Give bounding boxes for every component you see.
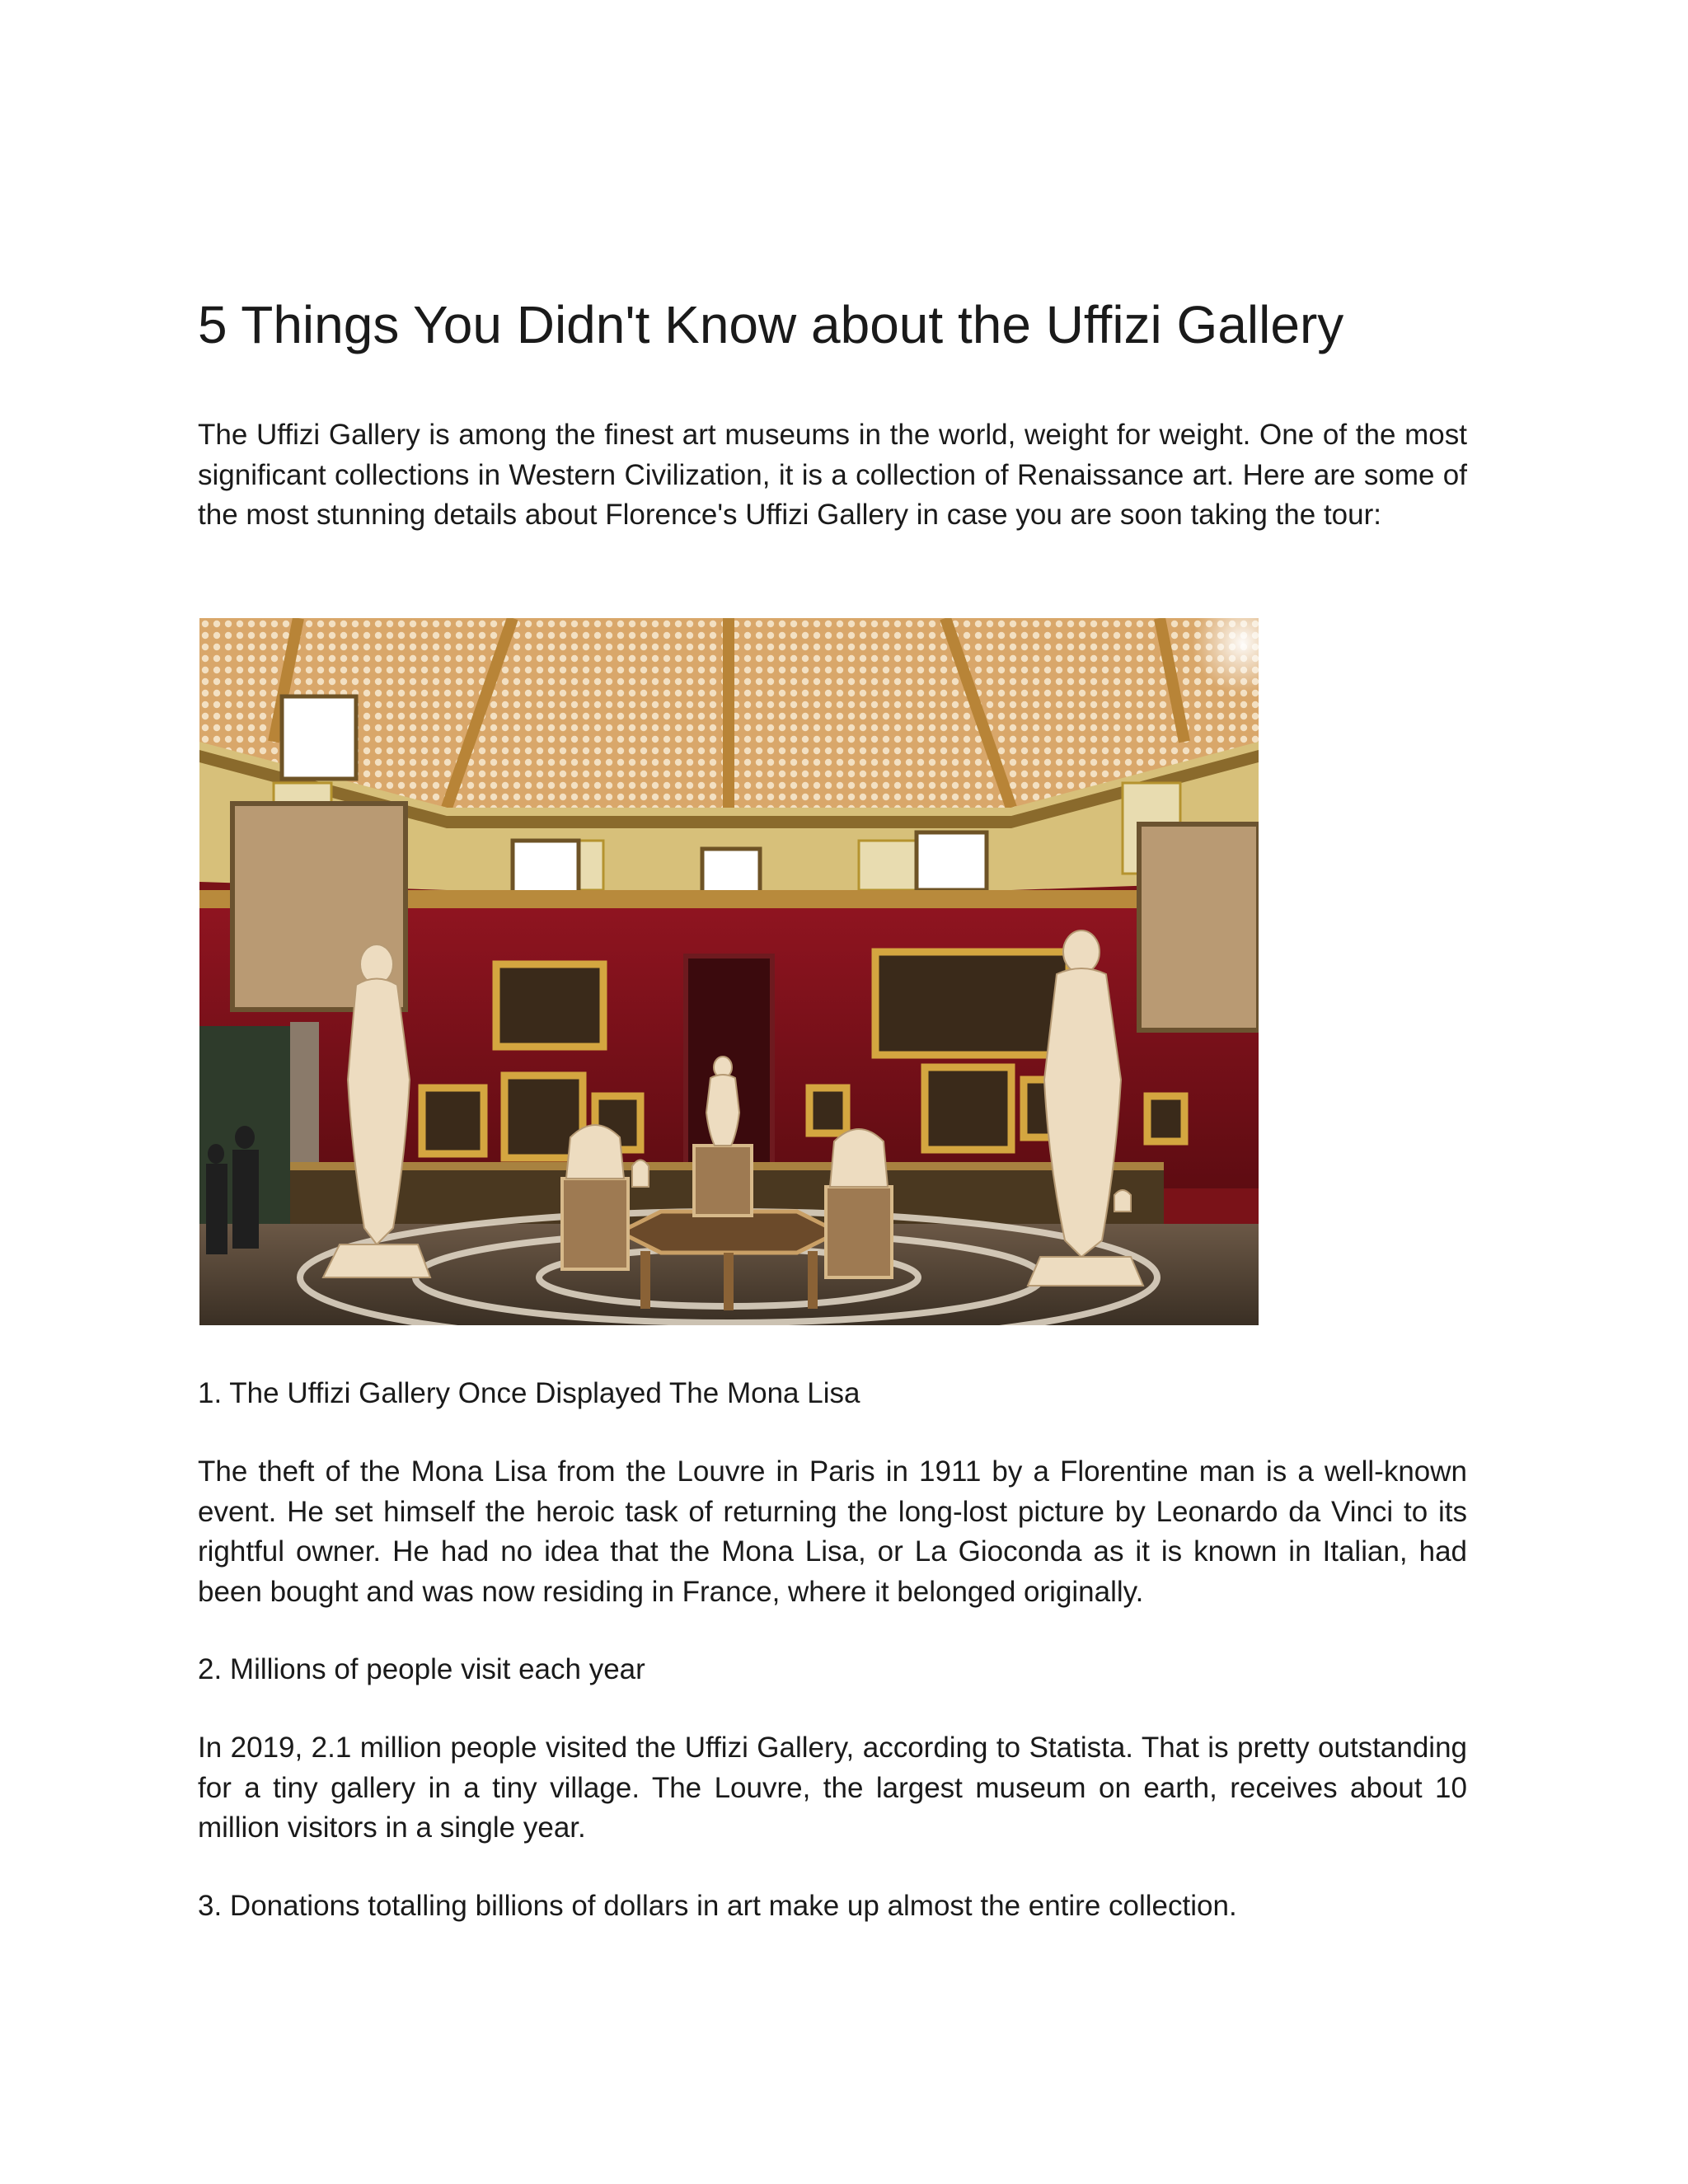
- section-heading-1: 1. The Uffizi Gallery Once Displayed The Mona Lisa: [198, 1377, 860, 1409]
- page-title: 5 Things You Didn't Know about the Uffizi Gallery: [198, 295, 1344, 354]
- tribuna-room-photo: [199, 618, 1259, 1325]
- intro-paragraph: The Uffizi Gallery is among the finest art museums in the world, weight for weight. One of the most significant collections in Western Civilization, it is a collection of Renaissance art. Here are some of the most stunning details about Florence's Uffizi Gallery in case you are soon taking the tour:: [198, 419, 1467, 531]
- section-body-2: In 2019, 2.1 million people visited the Uffizi Gallery, according to Statista. That is pretty outstanding for a tiny gallery in a tiny village. The Louvre, the largest museum on earth, receives about 10 million visitors in a single year.: [198, 1732, 1467, 1844]
- section-heading-2: 2. Millions of people visit each year: [198, 1653, 645, 1685]
- section-heading-3: 3. Donations totalling billions of dollars in art make up almost the entire collection.: [198, 1890, 1237, 1922]
- section-body-1: The theft of the Mona Lisa from the Louvre in Paris in 1911 by a Florentine man is a well-known event. He set himself the heroic task of returning the long-lost picture by Leonardo da Vinci to its rightful owner. He had no idea that the Mona Lisa, or La Gioconda as it is known in Italian, had been bought and was now residing in France, where it belonged originally.: [198, 1455, 1467, 1608]
